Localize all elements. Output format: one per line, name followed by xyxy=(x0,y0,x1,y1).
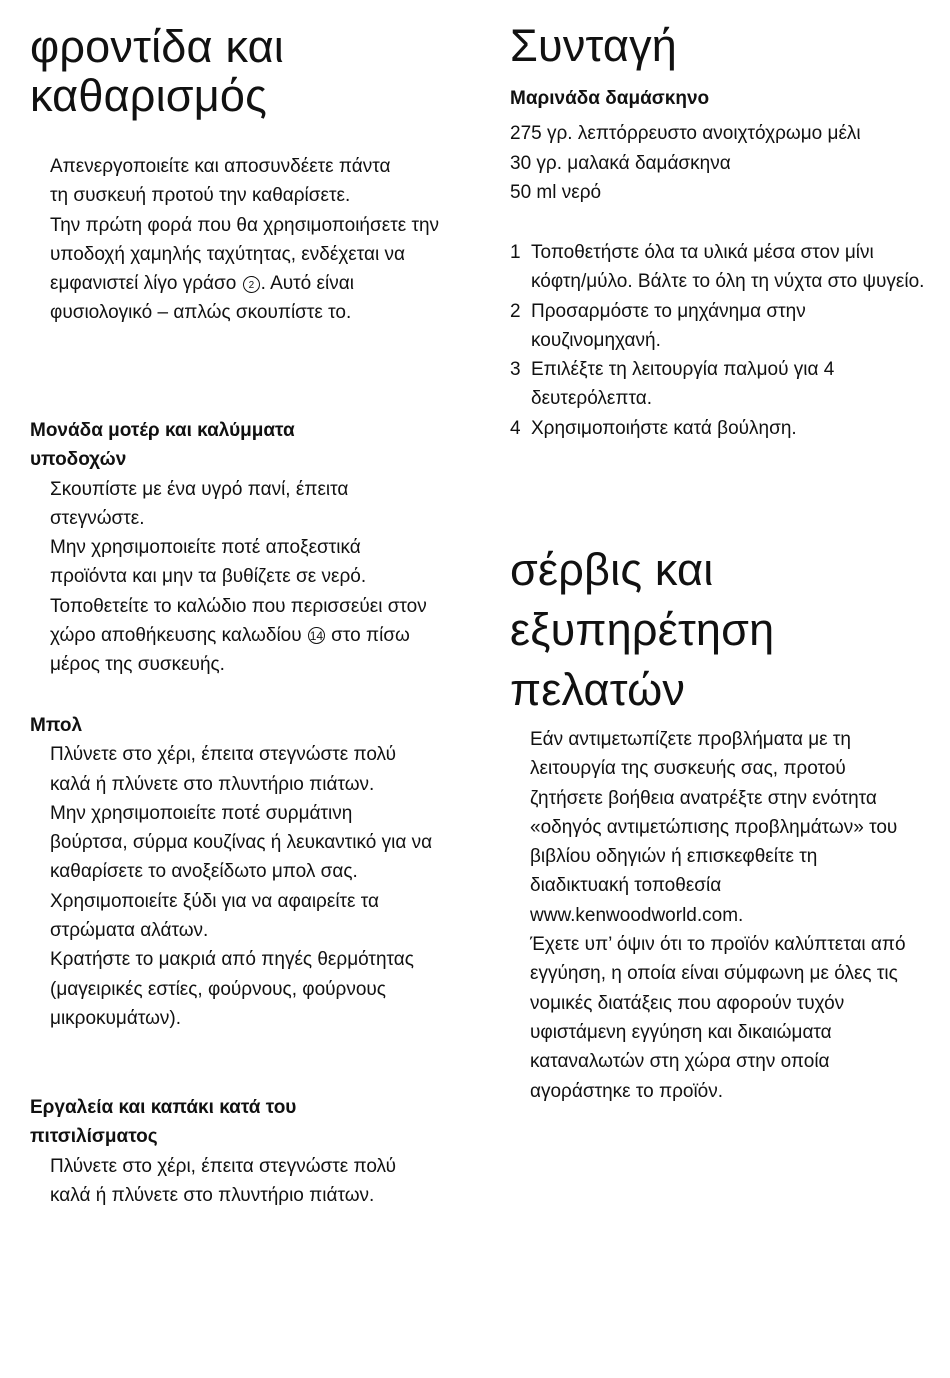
recipe-steps xyxy=(510,238,930,443)
service-title xyxy=(510,540,774,720)
service-paragraph-1: Εάν αντιμετωπίζετε προβλήματα με τη λειτουργία της συσκευής σας, προτού ζητήσετε βοήθεια ανατρέξτε στην ενότητα «οδηγός αντιμετώπισης προβλημάτων» του βιβλίου οδηγιών ή επισκεφθείτε τη διαδικτυακή τοποθεσία www.kenwoodworld.com. xyxy=(530,729,898,926)
step-text: Προσαρμόστε το μηχάνημα στην κουζινομηχανή. xyxy=(531,300,806,351)
step-number: 4 xyxy=(510,417,521,439)
recipe-step xyxy=(510,297,891,356)
recipe-step xyxy=(510,355,926,414)
service-body xyxy=(510,725,930,1106)
motor-section xyxy=(30,416,450,680)
recipe-step xyxy=(510,414,926,443)
care-intro-p2-pre: γράσο xyxy=(182,273,242,295)
ingredient-3: 50 ml νερό xyxy=(510,181,602,203)
step-number: 2 xyxy=(510,300,521,322)
tools-heading: Εργαλεία και καπάκι κατά του πιτσιλίσματος xyxy=(30,1097,297,1148)
care-intro xyxy=(30,152,450,328)
recipe-step xyxy=(510,238,926,297)
service-title-line2: εξυπηρέτηση xyxy=(510,604,775,655)
bowl-heading: Μπολ xyxy=(30,715,83,736)
bowl-line-2: Μην χρησιμοποιείτε ποτέ συρμάτινη βούρτσα, σύρμα κουζίνας ή λευκαντικό για να καθαρίσετε το ανοξείδωτο μπολ σας. Χρησιμοποιείτε ξύδι για να αφαιρείτε τα στρώματα αλάτων. xyxy=(50,802,433,942)
part-ref-badge: 2 xyxy=(243,276,260,293)
service-title-line3: πελατών xyxy=(510,664,686,715)
motor-line-2: Μην χρησιμοποιείτε ποτέ αποξεστικά προϊόντα και μην τα βυθίζετε σε νερό. xyxy=(50,537,367,588)
care-title-line1: φροντίδα και xyxy=(30,21,285,72)
motor-cord-pre: Τοποθετείτε το καλώδιο που περισσεύει στον χώρο αποθήκευσης καλωδίου xyxy=(50,595,427,647)
motor-line-1: Σκουπίστε με ένα υγρό πανί, έπειτα στεγνώστε. xyxy=(50,478,349,529)
care-title-line2: καθαρισμός xyxy=(30,70,268,121)
care-intro-p2 xyxy=(50,211,445,328)
recipe-subtitle: Μαρινάδα δαμάσκηνο xyxy=(510,88,710,109)
step-text: Επιλέξτε τη λειτουργία παλμού για 4 δευτερόλεπτα. xyxy=(531,359,835,410)
recipe-title: Συνταγή xyxy=(510,20,678,71)
tools-line-1: Πλύνετε στο χέρι, έπειτα στεγνώστε πολύ καλά ή πλύνετε στο πλυντήριο πιάτων. xyxy=(50,1155,396,1206)
ingredient-1: 275 γρ. λεπτόρρευστο ανοιχτόχρωμο μέλι xyxy=(510,123,861,145)
service-paragraph-2: Έχετε υπ’ όψιν ότι το προϊόν καλύπτεται από εγγύηση, η οποία είναι σύμφωνη με όλες τις νομικές διατάξεις που αφορούν τυχόν υφιστάμενη εγγύηση και δικαιώματα καταναλωτών στη χώρα στην οποία αγοράστηκε το προϊόν. xyxy=(530,934,906,1102)
bowl-line-3: Κρατήστε το μακριά από πηγές θερμότητας (μαγειρικές εστίες, φούρνους, φούρνους μικροκυμάτων). xyxy=(50,949,414,1029)
care-intro-p2-text: Την πρώτη φορά που θα χρησιμοποιήσετε την υποδοχή χαμηλής ταχύτητας, ενδέχεται να εμφανιστεί λίγο xyxy=(50,214,440,295)
step-number: 3 xyxy=(510,359,521,381)
part-ref-badge: 14 xyxy=(309,629,324,644)
bowl-section xyxy=(30,711,450,1033)
ingredient-2: 30 γρ. μαλακά δαμάσκηνα xyxy=(510,152,731,174)
ingredient-list xyxy=(510,119,930,207)
step-text: Χρησιμοποιήστε κατά βούληση. xyxy=(531,417,797,439)
recipe-body xyxy=(510,84,930,207)
service-title-line1: σέρβις και xyxy=(510,544,714,595)
care-intro-p1: Απενεργοποιείτε και αποσυνδέετε πάντα τη συσκευή προτού την καθαρίσετε. xyxy=(50,156,391,207)
care-intro-p2-post: . Αυτό είναι φυσιολογικό – απλώς σκουπίστε το. xyxy=(50,273,354,324)
motor-line-3 xyxy=(50,592,445,680)
bowl-line-1: Πλύνετε στο χέρι, έπειτα στεγνώστε πολύ καλά ή πλύνετε στο πλυντήριο πιάτων. xyxy=(50,744,396,795)
motor-cord-post: στο πίσω μέρος της συσκευής. xyxy=(50,625,410,676)
step-number: 1 xyxy=(510,242,521,263)
care-title xyxy=(30,22,284,120)
motor-heading: Μονάδα μοτέρ και καλύμματα υποδοχών xyxy=(30,420,295,471)
tools-section xyxy=(30,1093,450,1210)
step-text: Τοποθετήστε όλα τα υλικά μέσα στον μίνι κόφτη/μύλο. Βάλτε το όλη τη νύχτα στο ψυγείο. xyxy=(531,242,925,293)
